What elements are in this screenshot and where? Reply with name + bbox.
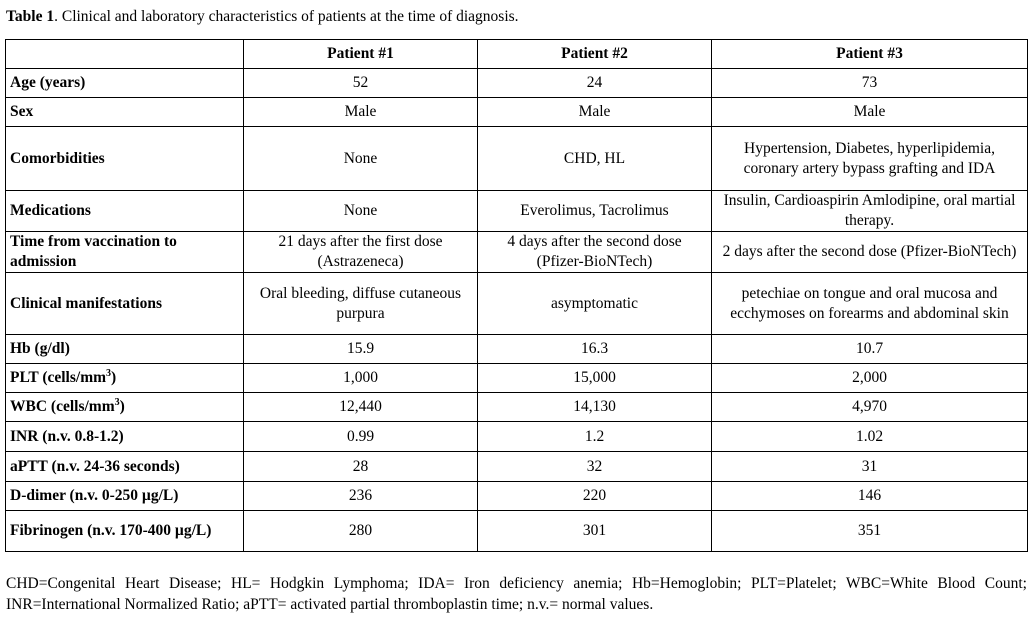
value-cell-patient-2: 1.2 (478, 422, 712, 452)
table-body (6, 69, 1028, 552)
row-label-suffix: ) (119, 398, 125, 415)
row-label-text: Fibrinogen (n.v. 170-400 µg/L) (10, 522, 212, 539)
table-footnote: CHD=Congenital Heart Disease; HL= Hodgkin Lymphoma; IDA= Iron deficiency anemia; Hb=Hemoglobin; PLT=Platelet; WBC=White Blood Count; INR=International Normalized Ratio; aPTT= activated partial thromboplastin time; n.v.= normal values. (6, 575, 1027, 613)
row-label-text: Time from vaccination to admission (10, 233, 177, 270)
row-label (6, 482, 244, 511)
value-cell-patient-1: Oral bleeding, diffuse cutaneous purpura (244, 273, 478, 335)
value-cell-patient-3: 10.7 (712, 335, 1028, 364)
row-label (6, 511, 244, 552)
value-cell-patient-3: 2 days after the second dose (Pfizer-BioNTech) (712, 232, 1028, 273)
row-label (6, 452, 244, 482)
value-cell-patient-2: 220 (478, 482, 712, 511)
value-cell-patient-2: asymptomatic (478, 273, 712, 335)
row-label-text: WBC (cells/mm (10, 398, 115, 415)
row-label-text: Medications (10, 202, 91, 219)
row-label (6, 393, 244, 422)
value-cell-patient-1: 280 (244, 511, 478, 552)
value-cell-patient-2: 32 (478, 452, 712, 482)
row-label-text: INR (n.v. 0.8-1.2) (10, 427, 124, 445)
row-label-text: PLT (cells/mm (10, 369, 107, 386)
row-label (6, 273, 244, 335)
table-row (6, 127, 1028, 191)
value-cell-patient-3: 1.02 (712, 422, 1028, 452)
value-cell-patient-3: 146 (712, 482, 1028, 511)
row-label-text: Sex (10, 103, 34, 120)
table-row (6, 364, 1028, 393)
row-label-superscript: 3 (114, 396, 120, 408)
value-cell-patient-2: 24 (478, 69, 712, 98)
row-label (6, 69, 244, 98)
value-cell-patient-2: Male (478, 98, 712, 127)
table-row (6, 69, 1028, 98)
caption-text: . Clinical and laboratory characteristics of patients at the time of diagnosis. (54, 8, 519, 25)
value-cell-patient-1: 12,440 (244, 393, 478, 422)
value-cell-patient-1: 236 (244, 482, 478, 511)
row-label-text: aPTT (n.v. 24-36 seconds) (10, 457, 180, 475)
value-cell-patient-3: petechiae on tongue and oral mucosa and ecchymoses on forearms and abdominal skin (712, 273, 1028, 335)
row-label (6, 191, 244, 232)
value-cell-patient-1: None (244, 191, 478, 232)
table-row (6, 452, 1028, 482)
table-row (6, 393, 1028, 422)
value-cell-patient-2: CHD, HL (478, 127, 712, 191)
value-cell-patient-1: None (244, 127, 478, 191)
table-row (6, 273, 1028, 335)
table-caption (6, 7, 519, 27)
caption-label: Table 1 (6, 8, 55, 25)
row-label-text: Comorbidities (10, 149, 105, 167)
value-cell-patient-1: 15.9 (244, 335, 478, 364)
row-label (6, 127, 244, 191)
value-cell-patient-2: 16.3 (478, 335, 712, 364)
table-row (6, 191, 1028, 232)
value-cell-patient-1: Male (244, 98, 478, 127)
value-cell-patient-3: Hypertension, Diabetes, hyperlipidemia, coronary artery bypass grafting and IDA (712, 127, 1028, 191)
value-cell-patient-1: 21 days after the first dose (Astrazeneca) (244, 232, 478, 273)
row-label (6, 364, 244, 393)
value-cell-patient-2: Everolimus, Tacrolimus (478, 191, 712, 232)
value-cell-patient-2: 15,000 (478, 364, 712, 393)
table-row (6, 335, 1028, 364)
row-label (6, 232, 244, 273)
value-cell-patient-2: 301 (478, 511, 712, 552)
value-cell-patient-1: 0.99 (244, 422, 478, 452)
characteristics-table (5, 39, 1028, 552)
row-label-suffix: ) (111, 369, 117, 386)
value-cell-patient-2: 14,130 (478, 393, 712, 422)
table-row (6, 98, 1028, 127)
value-cell-patient-3: 73 (712, 69, 1028, 98)
row-label-text: D-dimer (n.v. 0-250 µg/L) (10, 487, 179, 504)
header-cell: Patient #3 (712, 40, 1028, 69)
value-cell-patient-3: 31 (712, 452, 1028, 482)
row-label-text: Hb (g/dl) (10, 340, 70, 357)
value-cell-patient-2: 4 days after the second dose (Pfizer-BioNTech) (478, 232, 712, 273)
value-cell-patient-1: 28 (244, 452, 478, 482)
table-row (6, 232, 1028, 273)
row-label-text: Age (years) (10, 74, 86, 91)
value-cell-patient-3: 351 (712, 511, 1028, 552)
header-row (6, 40, 1028, 69)
value-cell-patient-3: Male (712, 98, 1028, 127)
value-cell-patient-3: 2,000 (712, 364, 1028, 393)
row-label-text: Clinical manifestations (10, 294, 162, 312)
table-row (6, 422, 1028, 452)
row-label (6, 98, 244, 127)
value-cell-patient-1: 1,000 (244, 364, 478, 393)
value-cell-patient-1: 52 (244, 69, 478, 98)
value-cell-patient-3: 4,970 (712, 393, 1028, 422)
header-cell: Patient #1 (244, 40, 478, 69)
row-label-superscript: 3 (106, 367, 112, 379)
table-row (6, 482, 1028, 511)
header-cell (6, 40, 244, 69)
table-row (6, 511, 1028, 552)
value-cell-patient-3: Insulin, Cardioaspirin Amlodipine, oral martial therapy. (712, 191, 1028, 232)
row-label (6, 422, 244, 452)
row-label (6, 335, 244, 364)
header-cell: Patient #2 (478, 40, 712, 69)
